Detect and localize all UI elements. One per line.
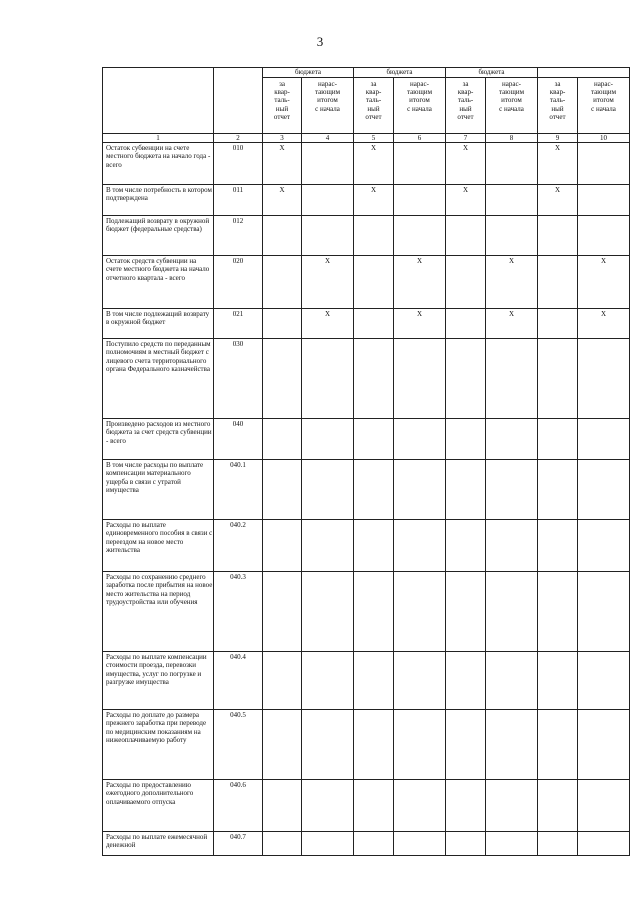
empty-cell [302,143,354,185]
empty-cell [446,216,486,256]
empty-cell [486,520,538,572]
table-row [103,572,630,652]
sub-header: нарас- тающим итогом с начала [578,78,630,134]
column-number: 3 [263,134,302,143]
x-mark-cell: X [578,256,630,309]
empty-cell [446,256,486,309]
row-name: Остаток средств субвенции на счете местного бюджета на начало отчетного квартала - всего [103,256,214,309]
row-code: 021 [214,309,263,339]
empty-cell [538,572,578,652]
row-name: В том числе расходы по выплате компенсации материального ущерба в связи с утратой имущества [103,460,214,520]
empty-cell [302,520,354,572]
empty-cell [354,339,394,419]
sub-header: нарас- тающим итогом с начала [486,78,538,134]
column-number: 2 [214,134,263,143]
x-mark-cell: X [302,256,354,309]
row-name: Расходы по доплате до размера прежнего заработка при переводе по медицинским показаниям на нижеоплачиваемую работу [103,710,214,780]
table-row [103,185,630,216]
empty-cell [302,832,354,856]
empty-cell [394,710,446,780]
table-row [103,143,630,185]
empty-cell [263,216,302,256]
empty-cell [302,419,354,460]
empty-cell [263,339,302,419]
x-mark-cell: X [486,309,538,339]
row-name: Произведено расходов из местного бюджета за счет средств субвенции - всего [103,419,214,460]
empty-cell [578,419,630,460]
empty-cell [302,652,354,710]
column-number-row [103,134,630,143]
empty-cell [394,185,446,216]
column-number: 1 [103,134,214,143]
empty-cell [302,780,354,832]
row-code: 012 [214,216,263,256]
empty-cell [578,652,630,710]
empty-cell [263,652,302,710]
empty-cell [302,710,354,780]
empty-cell [446,419,486,460]
row-code: 040.4 [214,652,263,710]
empty-cell [446,652,486,710]
empty-cell [538,339,578,419]
row-code: 040.1 [214,460,263,520]
empty-cell [354,780,394,832]
row-name: Подлежащий возврату в окружной бюджет (федеральные средства) [103,216,214,256]
empty-cell [538,460,578,520]
empty-cell [394,572,446,652]
empty-cell [354,419,394,460]
empty-cell [302,460,354,520]
empty-cell [578,460,630,520]
row-code: 040.6 [214,780,263,832]
table-row [103,710,630,780]
empty-cell [394,520,446,572]
empty-cell [538,256,578,309]
empty-cell [263,780,302,832]
x-mark-cell: X [578,309,630,339]
table-row [103,419,630,460]
empty-cell [538,520,578,572]
empty-cell [302,216,354,256]
x-mark-cell: X [354,143,394,185]
empty-cell [394,652,446,710]
row-name: В том числе подлежащий возврату в окружной бюджет [103,309,214,339]
empty-cell [538,309,578,339]
column-number: 7 [446,134,486,143]
group-header: бюджета [263,68,354,78]
x-mark-cell: X [302,309,354,339]
sub-header: за квар- таль- ный отчет [354,78,394,134]
group-header: бюджета [446,68,538,78]
empty-cell [263,460,302,520]
empty-cell [578,216,630,256]
empty-cell [538,710,578,780]
empty-cell [486,143,538,185]
empty-cell [486,832,538,856]
row-code: 040 [214,419,263,460]
empty-cell [446,832,486,856]
empty-cell [263,832,302,856]
sub-header: за квар- таль- ный отчет [263,78,302,134]
row-code: 040.7 [214,832,263,856]
x-mark-cell: X [486,256,538,309]
empty-cell [394,143,446,185]
empty-cell [578,572,630,652]
empty-cell [302,572,354,652]
row-name: Расходы по сохранению среднего заработка после прибытия на новое место жительства на период трудоустройства или обучения [103,572,214,652]
empty-cell [446,520,486,572]
table-row [103,652,630,710]
row-name: Расходы по предоставлению ежегодного дополнительного оплачиваемого отпуска [103,780,214,832]
empty-cell [578,185,630,216]
empty-cell [354,652,394,710]
row-code: 011 [214,185,263,216]
row-name: Поступило средств по переданным полномочиям в местный бюджет с лицевого счета территориального органа Федерального казначейства [103,339,214,419]
empty-cell [578,710,630,780]
column-number: 5 [354,134,394,143]
empty-cell [394,419,446,460]
empty-cell [354,832,394,856]
group-header [538,68,630,78]
sub-header: нарас- тающим итогом с начала [394,78,446,134]
empty-cell [394,460,446,520]
table-row [103,780,630,832]
group-header-row [103,68,630,78]
empty-cell [263,520,302,572]
empty-cell [538,832,578,856]
empty-cell [394,216,446,256]
empty-cell [486,419,538,460]
empty-cell [486,652,538,710]
sub-header: за квар- таль- ный отчет [446,78,486,134]
row-name: Остаток субвенции на счете местного бюджета на начало года - всего [103,143,214,185]
table-row [103,520,630,572]
empty-cell [486,339,538,419]
empty-cell [263,419,302,460]
empty-cell [486,572,538,652]
row-code: 040.2 [214,520,263,572]
header-empty-name-cell [103,68,214,134]
empty-cell [354,460,394,520]
empty-cell [302,339,354,419]
row-name: Расходы по выплате единовременного пособия в связи с переездом на новое место жительства [103,520,214,572]
empty-cell [354,572,394,652]
row-code: 040.5 [214,710,263,780]
table-row [103,832,630,856]
empty-cell [354,216,394,256]
empty-cell [446,572,486,652]
empty-cell [486,185,538,216]
empty-cell [354,710,394,780]
column-number: 8 [486,134,538,143]
empty-cell [354,309,394,339]
page-number: 3 [316,34,324,49]
sub-header: нарас- тающим итогом с начала [302,78,354,134]
empty-cell [263,572,302,652]
empty-cell [486,710,538,780]
empty-cell [446,309,486,339]
empty-cell [446,460,486,520]
x-mark-cell: X [446,185,486,216]
empty-cell [486,460,538,520]
empty-cell [263,256,302,309]
column-number: 4 [302,134,354,143]
empty-cell [538,780,578,832]
header-empty-code-cell [214,68,263,134]
empty-cell [538,216,578,256]
empty-cell [578,832,630,856]
empty-cell [394,832,446,856]
empty-cell [578,780,630,832]
column-number: 6 [394,134,446,143]
row-name: Расходы по выплате компенсации стоимости проезда, перевозки имущества, услуг по погрузке и разгрузке имущества [103,652,214,710]
x-mark-cell: X [263,143,302,185]
empty-cell [354,520,394,572]
empty-cell [538,419,578,460]
row-code: 020 [214,256,263,309]
table-row [103,339,630,419]
empty-cell [486,780,538,832]
x-mark-cell: X [394,309,446,339]
table-row [103,309,630,339]
row-code: 030 [214,339,263,419]
x-mark-cell: X [263,185,302,216]
group-header: бюджета [354,68,446,78]
empty-cell [446,780,486,832]
empty-cell [446,339,486,419]
empty-cell [263,309,302,339]
empty-cell [578,143,630,185]
empty-cell [578,520,630,572]
table-row [103,216,630,256]
row-name: Расходы по выплате ежемесячной денежной [103,832,214,856]
x-mark-cell: X [446,143,486,185]
table-row [103,460,630,520]
row-code: 040.3 [214,572,263,652]
x-mark-cell: X [538,185,578,216]
empty-cell [394,780,446,832]
report-table [102,67,630,856]
row-code: 010 [214,143,263,185]
empty-cell [263,710,302,780]
table-row [103,256,630,309]
x-mark-cell: X [354,185,394,216]
x-mark-cell: X [538,143,578,185]
empty-cell [538,652,578,710]
column-number: 9 [538,134,578,143]
empty-cell [446,710,486,780]
empty-cell [302,185,354,216]
x-mark-cell: X [394,256,446,309]
empty-cell [578,339,630,419]
sub-header: за квар- таль- ный отчет [538,78,578,134]
column-number: 10 [578,134,630,143]
row-name: В том числе потребность в котором подтверждена [103,185,214,216]
empty-cell [354,256,394,309]
empty-cell [486,216,538,256]
empty-cell [394,339,446,419]
